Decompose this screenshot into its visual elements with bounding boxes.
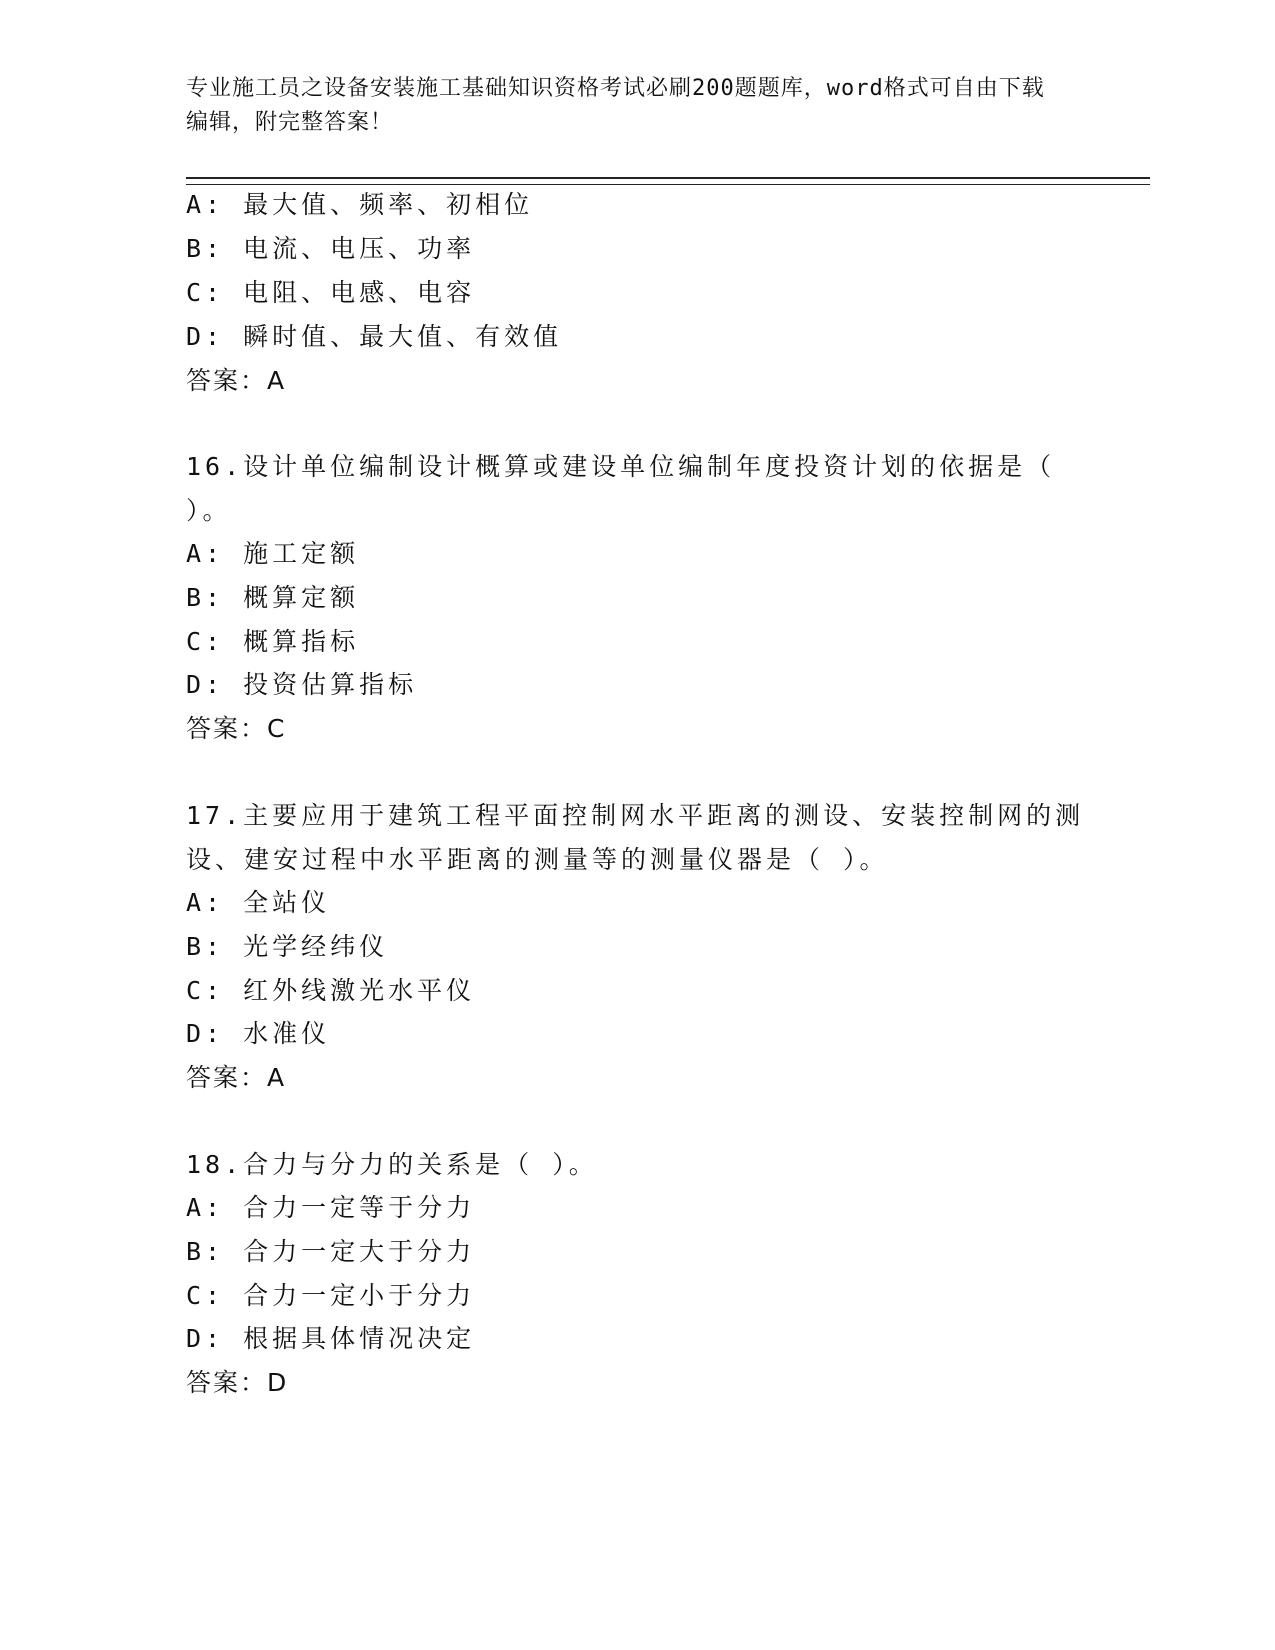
q16-option-d: D: 投资估算指标 (186, 670, 418, 699)
document-header: 专业施工员之设备安装施工基础知识资格考试必刷200题题库，word格式可自由下载编辑，附完整答案！ (186, 76, 1045, 135)
q18-option-b: B: 合力一定大于分力 (186, 1237, 476, 1266)
q16-option-c: C: 概算指标 (186, 627, 360, 656)
q17-answer: 答案：A (186, 1063, 287, 1092)
q18-answer: 答案：D (186, 1368, 289, 1397)
q18-option-a: A: 合力一定等于分力 (186, 1193, 476, 1222)
q16-option-b: B: 概算定额 (186, 583, 360, 612)
q16-option-a: A: 施工定额 (186, 539, 360, 568)
q15-option-b: B: 电流、电压、功率 (186, 234, 476, 263)
q15-answer: 答案：A (186, 366, 287, 395)
q17-option-a: A: 全站仪 (186, 888, 331, 917)
q15-option-c: C: 电阻、电感、电容 (186, 278, 476, 307)
header-divider (186, 177, 1150, 185)
q18-question-line-1: 18.合力与分力的关系是（ ）。 (186, 1150, 598, 1179)
q15-option-d: D: 瞬时值、最大值、有效值 (186, 322, 563, 351)
q16-question-line-2: ）。 (186, 496, 232, 525)
q15-option-a: A: 最大值、频率、初相位 (186, 190, 534, 219)
q18-option-d: D: 根据具体情况决定 (186, 1324, 476, 1353)
q17-question-line-1: 17.主要应用于建筑工程平面控制网水平距离的测设、安装控制网的测 (186, 801, 1085, 830)
q16-answer: 答案：C (186, 714, 287, 743)
q18-option-c: C: 合力一定小于分力 (186, 1281, 476, 1310)
q17-option-d: D: 水准仪 (186, 1019, 331, 1048)
q17-option-c: C: 红外线激光水平仪 (186, 976, 476, 1005)
q17-question-line-2: 设、建安过程中水平距离的测量等的测量仪器是（ ）。 (186, 845, 889, 874)
q16-question-line-1: 16.设计单位编制设计概算或建设单位编制年度投资计划的依据是（ (186, 452, 1056, 481)
q17-option-b: B: 光学经纬仪 (186, 932, 389, 961)
